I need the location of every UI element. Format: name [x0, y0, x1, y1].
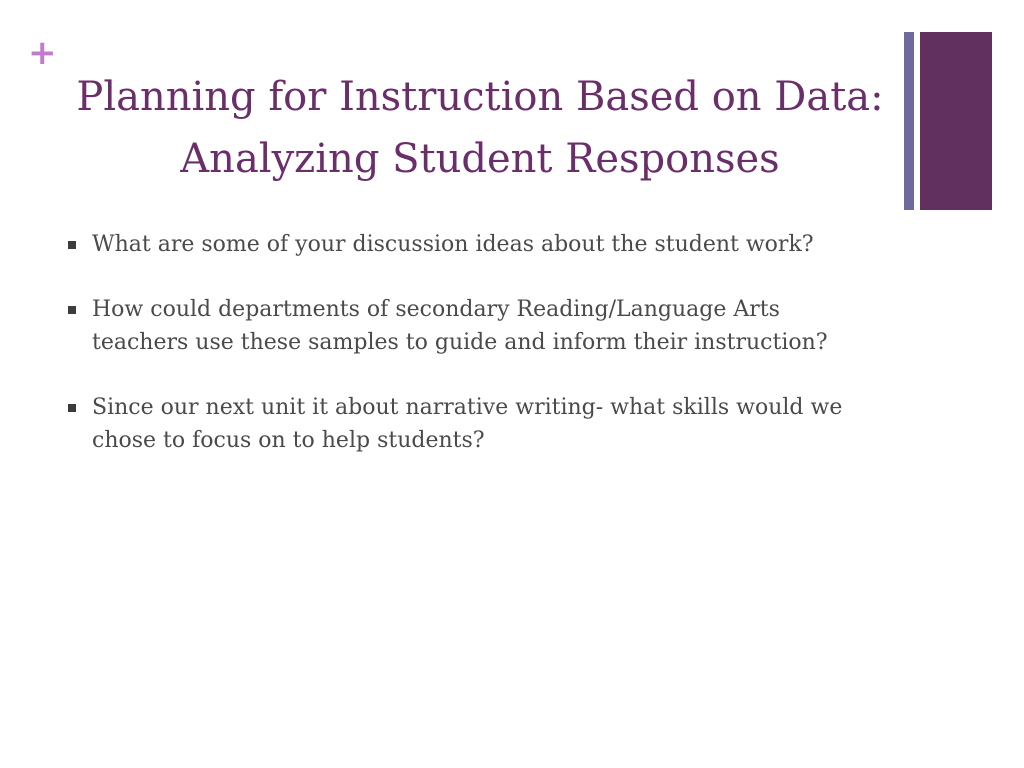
bullet-item [68, 391, 868, 457]
bullet-list [68, 228, 868, 489]
bullet-text: Since our next unit it about narrative writing- what skills would we chose to focus on to help students? [92, 395, 843, 453]
bullet-item [68, 293, 868, 359]
bullet-text: How could departments of secondary Reading/Language Arts teachers use these samples to guide and inform their instruction? [92, 297, 828, 355]
bullet-item [68, 228, 868, 261]
bullet-text: What are some of your discussion ideas about the student work? [92, 232, 814, 257]
plus-icon: + [28, 33, 57, 73]
slide-title: Planning for Instruction Based on Data: Analyzing Student Responses [76, 74, 884, 182]
square-bullet-icon [68, 404, 76, 412]
square-bullet-icon [68, 241, 76, 249]
accent-bar-wide [920, 32, 992, 210]
square-bullet-icon [68, 306, 76, 314]
